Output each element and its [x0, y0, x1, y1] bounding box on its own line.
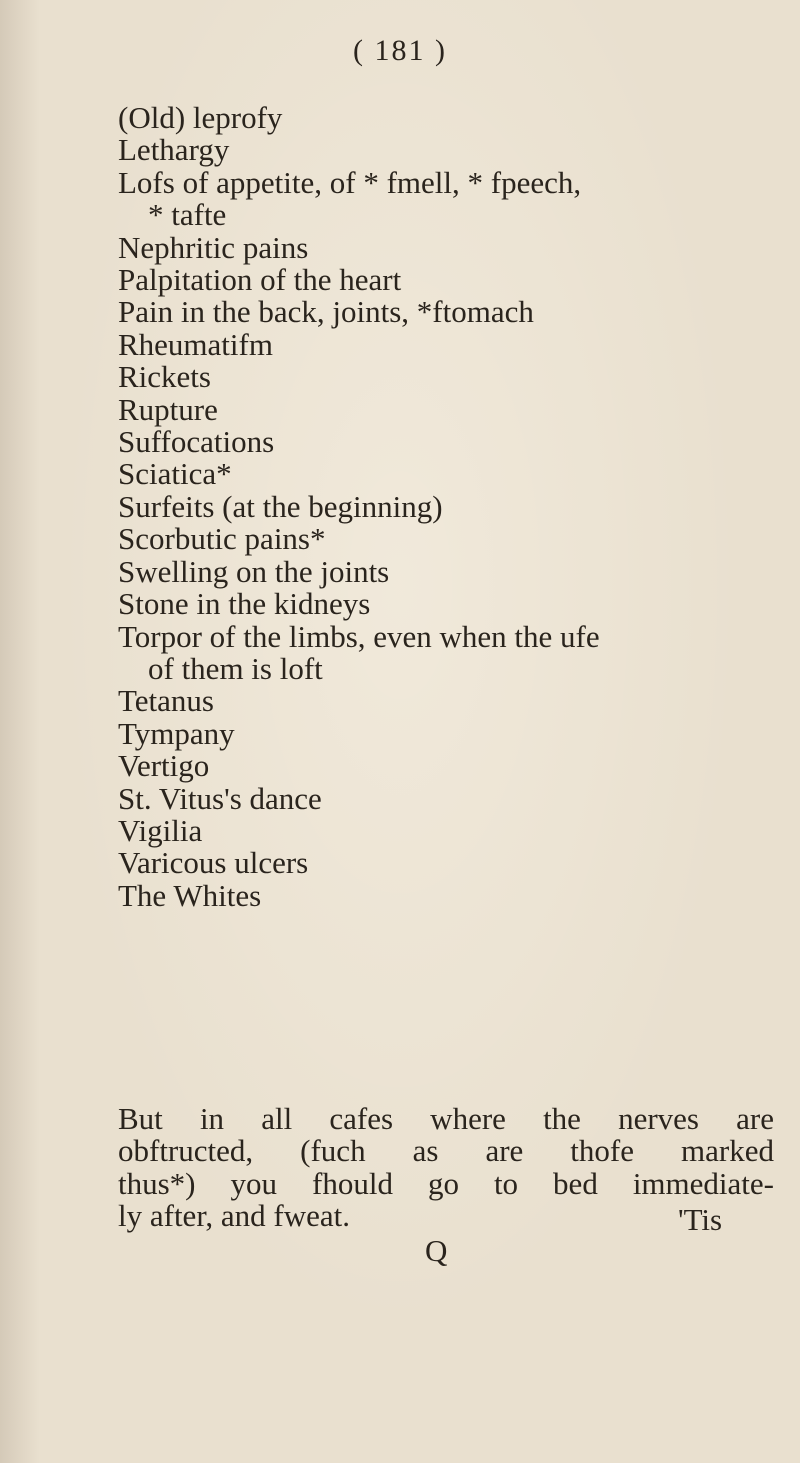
list-item: Nephritic pains	[118, 229, 309, 265]
paragraph-line: thus*) you fhould go to bed immediate-	[118, 1165, 774, 1201]
list-item: The Whites	[118, 877, 262, 913]
list-item: Stone in the kidneys	[118, 586, 371, 622]
body-paragraph	[118, 1103, 774, 1233]
paragraph-line: ly after, and fweat.	[118, 1198, 351, 1234]
list-item: Pain in the back, joints, *ftomach	[118, 294, 534, 330]
list-item: Surfeits (at the beginning)	[118, 488, 443, 524]
ailment-list	[118, 102, 778, 912]
list-item: Tympany	[118, 715, 235, 751]
list-item: Suffocations	[118, 424, 275, 460]
paragraph-line: obftructed, (fuch as are thofe marked	[118, 1133, 774, 1169]
catchword: 'Tis	[678, 1202, 723, 1237]
list-item: Sciatica*	[118, 456, 232, 492]
list-item: Lethargy	[118, 132, 230, 168]
list-item: Rupture	[118, 391, 218, 427]
list-item: Torpor of the limbs, even when the ufe	[118, 618, 600, 654]
list-item-continuation: of them is loft	[148, 650, 323, 686]
list-item: Vertigo	[118, 748, 210, 784]
list-item: Scorbutic pains*	[118, 521, 326, 557]
list-item: Rheumatifm	[118, 326, 273, 362]
list-item: (Old) leprofy	[118, 100, 283, 135]
list-item-continuation: * tafte	[148, 197, 227, 233]
signature-mark: Q	[425, 1233, 448, 1268]
list-item: Palpitation of the heart	[118, 262, 402, 298]
paragraph-line: But in all cafes where the nerves are	[118, 1101, 774, 1136]
list-item: Swelling on the joints	[118, 553, 390, 589]
page-number: ( 181 )	[353, 34, 447, 67]
list-item: Lofs of appetite, of * fmell, * fpeech,	[118, 164, 582, 200]
list-item: Tetanus	[118, 683, 214, 719]
list-item: Vigilia	[118, 812, 203, 848]
list-item: Rickets	[118, 359, 211, 395]
list-item: St. Vitus's dance	[118, 780, 322, 816]
list-item: Varicous ulcers	[118, 845, 309, 881]
